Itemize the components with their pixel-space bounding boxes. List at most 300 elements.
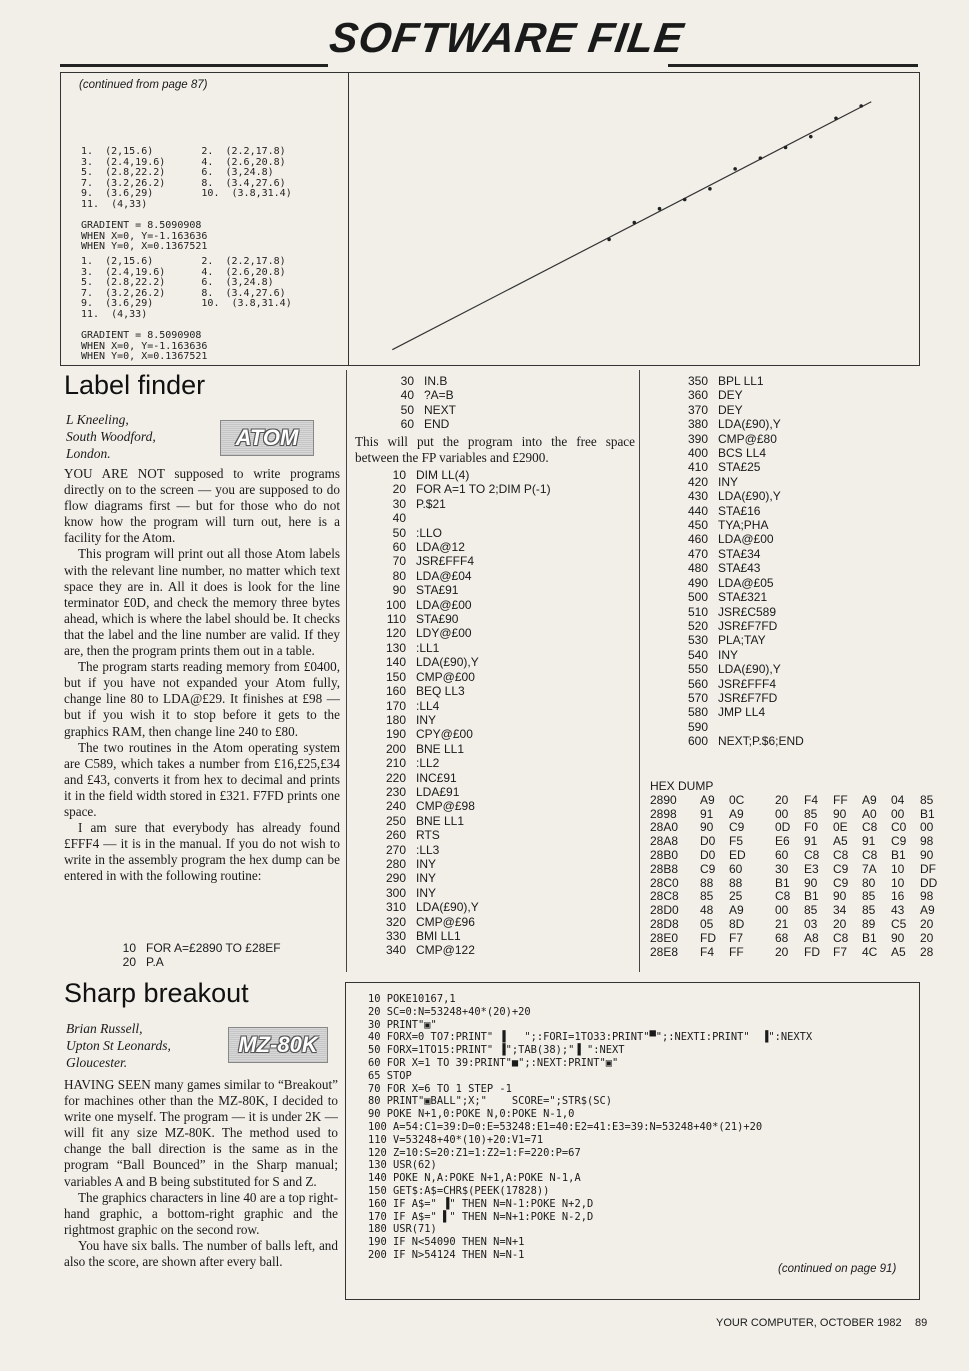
listing-line	[370, 670, 551, 684]
hex-byte: 8D	[729, 916, 745, 931]
code-line: 100 A=54:C1=39:D=0:E=53248:E1=40:E2=41:E3=39:N=53248+40*(21)+20	[368, 1120, 763, 1133]
listing-line	[370, 540, 551, 554]
hex-address: 28B0	[650, 847, 679, 862]
hex-byte: 90	[920, 847, 934, 862]
line-code: BPL LL1	[718, 374, 764, 388]
hex-byte: D0	[700, 847, 716, 862]
line-number: 60	[392, 540, 406, 555]
listing-line	[672, 518, 804, 532]
listing-line	[370, 713, 551, 727]
listing-line	[370, 886, 551, 900]
listing-line	[370, 526, 551, 540]
line-number: 550	[687, 662, 708, 677]
line-code: LDA@£04	[416, 568, 472, 583]
hex-row	[650, 918, 942, 932]
hex-byte: 90	[804, 875, 818, 890]
hex-byte: C8	[804, 847, 820, 862]
hex-byte: 98	[920, 889, 934, 904]
line-number: 40	[400, 388, 414, 403]
hex-byte: 85	[862, 889, 876, 904]
listing-line	[370, 900, 551, 914]
listing-line	[672, 547, 804, 561]
hex-byte: C0	[891, 820, 907, 835]
screen-line: 1. (2,15.6) 2. (2.2,17.8)	[81, 256, 286, 267]
listing-line	[672, 605, 804, 619]
listing-line	[370, 641, 551, 655]
line-code: P.$21	[416, 496, 446, 511]
line-number: 420	[687, 474, 708, 489]
code-line: 10 POKE10167,1	[368, 993, 456, 1005]
hex-byte: C9	[891, 834, 907, 849]
listing-line	[370, 799, 551, 813]
listing-line	[370, 699, 551, 713]
hex-address: 28E0	[650, 930, 679, 945]
listing-line	[672, 446, 804, 460]
listing-line	[672, 475, 804, 489]
line-code: DEY	[718, 388, 743, 403]
listing-line	[672, 734, 804, 748]
code-line: 50 FORX=1TO15:PRINT" ▐";TAB(38);"▐ ":NEXT	[368, 1044, 625, 1057]
listing-line	[378, 417, 456, 431]
hex-byte: C9	[729, 820, 745, 835]
line-number: 10	[122, 941, 136, 955]
line-code: STA£25	[718, 460, 761, 475]
code-line: 200 IF N>54124 THEN N=N-1	[368, 1248, 525, 1261]
hex-address: 28C0	[650, 875, 679, 890]
hex-row	[650, 890, 942, 904]
code-line: 60 FOR X=1 TO 39:PRINT"■";:NEXT:PRINT"▣"	[368, 1056, 619, 1069]
listing-line	[370, 626, 551, 640]
hex-byte: C9	[700, 861, 716, 876]
line-number: 250	[385, 813, 406, 828]
hex-byte: 60	[729, 861, 743, 876]
line-number: 40	[392, 511, 406, 526]
assembly-listing-part1	[370, 468, 551, 958]
line-code: PLA;TAY	[718, 633, 766, 648]
line-code: STA£321	[718, 590, 768, 605]
line-number: 50	[400, 402, 414, 417]
code-line: 150 GET$:A$=CHR$(PEEK(17828))	[368, 1184, 550, 1197]
hex-row	[650, 821, 942, 835]
line-number: 520	[687, 618, 708, 633]
line-code: LDA(£90),Y	[416, 900, 479, 915]
line-code: LDA@£05	[718, 575, 774, 590]
line-number: 50	[392, 525, 406, 540]
line-number: 30	[392, 496, 406, 511]
listing-line	[100, 941, 281, 955]
data-point	[859, 104, 863, 108]
author-sharp-breakout: Brian Russell, Upton St Leonards, Gloucester.	[66, 1021, 171, 1070]
article-title-label-finder: Label finder	[64, 370, 206, 400]
hex-byte: 16	[891, 889, 905, 904]
screen-line: GRADIENT = 8.5090908	[81, 330, 202, 342]
screen-line: 11. (4,33)	[81, 198, 148, 210]
screen-line: WHEN X=0, Y=-1.163636	[81, 230, 208, 242]
hex-byte: B1	[920, 806, 935, 821]
line-code: JMP LL4	[718, 705, 766, 720]
hex-byte: B1	[775, 875, 790, 890]
listing-line	[378, 403, 456, 417]
hex-byte: A5	[833, 834, 848, 849]
hex-byte: 80	[862, 875, 876, 890]
header-rule-left	[60, 64, 328, 67]
hex-byte: 85	[862, 903, 876, 918]
hex-byte: 85	[700, 889, 714, 904]
hex-byte: 03	[804, 916, 818, 931]
hex-byte: 20	[920, 930, 934, 945]
line-code: LDA(£90),Y	[718, 489, 781, 504]
listing-line	[672, 662, 804, 676]
hex-byte: F5	[729, 834, 744, 849]
listing-line	[370, 482, 551, 496]
listing-line	[370, 857, 551, 871]
hex-byte: A9	[729, 806, 744, 821]
line-number: 310	[385, 900, 406, 915]
line-number: 290	[385, 871, 406, 886]
hex-byte: 98	[920, 834, 934, 849]
line-number: 560	[687, 676, 708, 691]
data-point	[683, 198, 687, 202]
line-code: FOR A=£2890 TO £28EF	[146, 941, 281, 955]
line-number: 240	[385, 799, 406, 814]
screen-line: 9. (3.6,29) 10. (3.8,31.4)	[81, 188, 292, 200]
listing-line	[370, 756, 551, 770]
hex-byte: 91	[862, 834, 876, 849]
line-code: LDA@£00	[416, 597, 472, 612]
line-code: :LL2	[416, 756, 440, 771]
line-code: RTS	[416, 828, 440, 843]
code-line: 110 V=53248+40*(10)+20:V1=71	[368, 1133, 544, 1146]
hex-row	[650, 946, 942, 960]
listing-line	[672, 374, 804, 388]
line-number: 450	[687, 518, 708, 533]
screen-line: 3. (2.4,19.6) 4. (2.6,20.8)	[81, 266, 286, 278]
hex-byte: 00	[775, 806, 789, 821]
hex-address: 28D0	[650, 903, 679, 918]
hex-byte: F4	[804, 792, 819, 807]
listing-line	[672, 403, 804, 417]
listing-line	[672, 576, 804, 590]
header-rule-right	[668, 64, 918, 67]
line-number: 270	[385, 842, 406, 857]
line-number: 280	[385, 856, 406, 871]
data-point	[658, 207, 662, 211]
hex-byte: F7	[729, 930, 744, 945]
line-code: CMP@£96	[416, 914, 475, 929]
line-code: LDA@12	[416, 540, 465, 555]
line-code: END	[424, 417, 450, 432]
listing-line	[370, 742, 551, 756]
hex-dump	[650, 780, 942, 959]
hex-byte: FF	[729, 944, 744, 959]
hex-byte: 85	[804, 806, 818, 821]
hex-row	[650, 904, 942, 918]
hex-byte: C8	[833, 847, 849, 862]
hex-byte: 85	[920, 792, 934, 807]
listing-line	[370, 511, 551, 525]
listing-line	[370, 497, 551, 511]
hex-byte: A5	[891, 944, 906, 959]
hex-row	[650, 849, 942, 863]
hex-byte: 90	[833, 889, 847, 904]
line-code: INY	[718, 474, 739, 489]
listing-line	[672, 417, 804, 431]
line-code: P.A	[146, 955, 164, 970]
listing-line	[370, 771, 551, 785]
listing-line	[370, 655, 551, 669]
page-number: 89	[915, 1317, 928, 1329]
line-number: 80	[392, 568, 406, 583]
code-line: 20 SC=0:N=53248+40*(20)+20	[368, 1005, 531, 1018]
code-line: 170 IF A$=" ▌" THEN N=N+1:POKE N-2,D	[368, 1210, 594, 1223]
screen-output-figure	[60, 72, 920, 366]
line-number: 600	[687, 734, 708, 749]
regression-plot	[351, 73, 917, 365]
hex-byte: 25	[729, 889, 743, 904]
hex-byte: 00	[920, 820, 934, 835]
line-number: 230	[385, 784, 406, 799]
hex-byte: C8	[862, 847, 878, 862]
hex-byte: C8	[862, 820, 878, 835]
line-number: 220	[385, 770, 406, 785]
hex-byte: C5	[891, 916, 907, 931]
hex-byte: DD	[920, 875, 938, 890]
screen-line: 7. (3.2,26.2) 8. (3.4,27.6)	[81, 287, 286, 299]
line-code: INY	[416, 856, 437, 871]
screen-line: 11. (4,33)	[81, 308, 148, 320]
sharp-breakout-body: HAVING SEEN many games similar to “Breakout” for machines other than the MZ-80K, I decided to write one myself. The program — it is under 2K — will fit any size MZ-80K. The method used to change the ball direction is the same as in the program “Ball Bounced” in the Sharp manual; variables A and B being substituted for S and Z. The graphics characters in line 40 are a top right-hand graphic, a bottom-right graphic and the rightmost graphic on the second row. You have six balls. The number of balls left, and also the score, are shown after every ball.	[64, 1077, 338, 1270]
screen-line: 1. (2,15.6) 2. (2.2,17.8)	[81, 146, 286, 157]
hex-byte: 20	[775, 944, 789, 959]
hex-byte: C9	[833, 861, 849, 876]
listing-line	[672, 388, 804, 402]
listing-line	[370, 915, 551, 929]
hex-byte: 20	[833, 916, 847, 931]
hex-address: 2890	[650, 792, 677, 807]
data-point	[784, 146, 788, 150]
hex-byte: 90	[891, 930, 905, 945]
assembly-listing-part2	[672, 374, 804, 749]
line-code: DEY	[718, 402, 743, 417]
line-code: JSR£C589	[718, 604, 777, 619]
line-code: INY	[416, 712, 437, 727]
line-number: 330	[385, 929, 406, 943]
hex-byte: 68	[775, 930, 789, 945]
hex-byte: 00	[891, 806, 905, 821]
line-code: LDA(£90),Y	[718, 662, 781, 677]
line-number: 160	[385, 684, 406, 699]
line-code: :LL4	[416, 698, 440, 713]
data-point	[633, 221, 637, 225]
line-number: 570	[687, 690, 708, 705]
line-number: 490	[687, 575, 708, 590]
hex-address: 28A0	[650, 820, 679, 835]
listing-line	[672, 432, 804, 446]
line-number: 150	[385, 669, 406, 684]
line-number: 380	[687, 417, 708, 432]
line-code: INY	[416, 885, 437, 900]
line-number: 530	[687, 633, 708, 648]
listing-line	[672, 460, 804, 474]
line-number: 320	[385, 914, 406, 929]
atom-badge: ATOM	[220, 420, 314, 456]
line-code: STA£16	[718, 503, 761, 518]
hex-address: 28A8	[650, 834, 679, 849]
screen-line: 9. (3.6,29) 10. (3.8,31.4)	[81, 298, 292, 310]
code-line: 160 IF A$=" ▐" THEN N=N-1:POKE N+2,D	[368, 1197, 594, 1210]
data-point	[809, 135, 813, 139]
code-line: 190 IF N<54090 THEN N=N+1	[368, 1236, 525, 1249]
line-code: CPY@£00	[416, 727, 473, 742]
line-code: ?A=B	[424, 388, 454, 403]
data-point	[607, 238, 611, 242]
line-number: 340	[385, 943, 406, 958]
listing-line	[672, 691, 804, 705]
hex-byte: A9	[920, 903, 935, 918]
hex-row	[650, 794, 942, 808]
listing-line	[370, 612, 551, 626]
line-code: FOR A=1 TO 2;DIM P(-1)	[416, 482, 551, 497]
hex-byte: 0E	[833, 820, 848, 835]
hex-byte: FD	[804, 944, 820, 959]
line-code: LDA£91	[416, 784, 460, 799]
screen-line: GRADIENT = 8.5090908	[81, 220, 202, 232]
hex-address: 2898	[650, 806, 677, 821]
hex-byte: DF	[920, 861, 936, 876]
hex-byte: 0D	[775, 820, 791, 835]
hex-byte: B1	[862, 930, 877, 945]
line-code: CMP@122	[416, 943, 475, 958]
line-code: BNE LL1	[416, 741, 465, 756]
line-code: JSR£FFF4	[718, 676, 777, 691]
line-code: LDA(£90),Y	[416, 655, 479, 670]
hex-dump-title: HEX DUMP	[650, 779, 714, 793]
line-code: STA£34	[718, 546, 761, 561]
hex-address: 28B8	[650, 861, 679, 876]
screen-line: WHEN Y=0, X=0.1367521	[81, 351, 208, 363]
line-number: 400	[687, 446, 708, 461]
listing-line	[370, 843, 551, 857]
hex-byte: 88	[700, 875, 714, 890]
code-line: 140 POKE N,A:POKE N+1,A:POKE N-1,A	[368, 1172, 581, 1185]
line-number: 540	[687, 647, 708, 662]
continued-from-note: (continued from page 87)	[79, 79, 208, 91]
line-number: 350	[687, 374, 708, 388]
hex-byte: FF	[833, 792, 848, 807]
code-line: 90 POKE N+1,0:POKE N,0:POKE N-1,0	[368, 1108, 575, 1121]
hex-byte: E6	[775, 834, 790, 849]
line-number: 440	[687, 503, 708, 518]
code-line: 70 FOR X=6 TO 1 STEP -1	[368, 1082, 512, 1095]
section-title: SOFTWARE FILE	[326, 14, 688, 61]
hex-byte: 7A	[862, 861, 877, 876]
hex-byte: ED	[729, 847, 746, 862]
column-rule-1	[346, 370, 347, 972]
data-point	[708, 187, 712, 191]
screen-line: 7. (3.2,26.2) 8. (3.4,27.6)	[81, 177, 286, 189]
listing-line	[370, 814, 551, 828]
line-code: NEXT;P.$6;END	[718, 734, 804, 749]
hex-byte: 21	[775, 916, 789, 931]
line-number: 130	[385, 640, 406, 655]
hex-row	[650, 835, 942, 849]
listing-line	[672, 648, 804, 662]
hex-byte: A9	[700, 792, 715, 807]
hex-byte: B1	[804, 889, 819, 904]
listing-line	[370, 554, 551, 568]
listing-line	[672, 504, 804, 518]
listing-line	[672, 619, 804, 633]
line-code: LDA(£90),Y	[718, 417, 781, 432]
hex-byte: 88	[729, 875, 743, 890]
line-code: BMI LL1	[416, 929, 461, 943]
hex-address: 28E8	[650, 944, 679, 959]
code-line: 120 Z=10:S=20:Z1=1:Z2=1:F=220:P=67	[368, 1146, 581, 1159]
listing-line	[370, 828, 551, 842]
hex-row	[650, 877, 942, 891]
listing-line	[672, 633, 804, 647]
hex-byte: F4	[700, 944, 715, 959]
hex-byte: C8	[833, 930, 849, 945]
listing-line	[370, 468, 551, 482]
listing-line	[370, 871, 551, 885]
line-code: DIM LL(4)	[416, 468, 470, 482]
line-code: STA£43	[718, 561, 761, 576]
figure-divider	[348, 73, 349, 365]
line-code: STA£90	[416, 612, 459, 627]
breakout-code	[368, 993, 812, 1262]
listing-line	[370, 598, 551, 612]
line-number: 410	[687, 460, 708, 475]
listing-line	[370, 943, 551, 957]
label-finder-body: YOU ARE NOT supposed to write programs directly on to the screen — you are supposed to do flow diagrams first — but for those who do not know how the program will turn out, here is a facility for the Atom. This program will print out all those Atom labels with the relevant line number, no matter which text space they are in. All it does is look for the line terminator £0D, and check the memory three bytes ahead, which is where the label should be. It checks that the label and the line number are valid. If they are, then the program prints them out in a table. The program starts reading memory from £0400, but if you have not expanded your Atom fully, change line 80 to LDA@£29. It finishes at £98 — but if you wish it to stop before it gets to the graphics RAM, then change line 240 to £80. The two routines in the Atom operating system are C589, which takes a number from £16,£25,£34 and £43, converts it from hex to decimal and prints it in the field width stored in £321. F7FD prints one space. I am sure that everybody has already found £FFF4 — it is in the manual. If you do not wish to write in the assembly program the hex dump can be entered in with the following routine:	[64, 466, 340, 884]
hex-byte: 28	[920, 944, 934, 959]
screen-line: 5. (2.8,22.2) 6. (3,24.8)	[81, 167, 274, 179]
line-number: 70	[392, 554, 406, 569]
line-number: 180	[385, 712, 406, 727]
screen-dump-1	[81, 147, 292, 253]
hex-byte: A9	[862, 792, 877, 807]
listing-line	[370, 929, 551, 943]
hex-byte: B1	[891, 847, 906, 862]
hex-byte: 10	[891, 861, 905, 876]
line-number: 480	[687, 561, 708, 576]
line-number: 190	[385, 727, 406, 742]
line-number: 10	[392, 468, 406, 482]
hex-byte: D0	[700, 834, 716, 849]
line-number: 460	[687, 532, 708, 547]
listing-line	[672, 590, 804, 604]
listing-line	[370, 583, 551, 597]
hex-row	[650, 808, 942, 822]
hex-byte: F0	[804, 820, 819, 835]
hex-byte: 43	[891, 903, 905, 918]
hex-byte: A0	[862, 806, 877, 821]
hex-byte: 00	[775, 903, 789, 918]
hex-byte: 91	[700, 806, 714, 821]
listing-line	[672, 532, 804, 546]
hex-row	[650, 863, 942, 877]
hex-byte: 0C	[729, 792, 745, 807]
listing-line	[672, 489, 804, 503]
line-number: 30	[400, 374, 414, 388]
line-code: :LL1	[416, 640, 440, 655]
line-number: 140	[385, 655, 406, 670]
line-number: 90	[392, 583, 406, 598]
line-number: 20	[122, 955, 136, 970]
hex-byte: 89	[862, 916, 876, 931]
listing-line	[672, 561, 804, 575]
